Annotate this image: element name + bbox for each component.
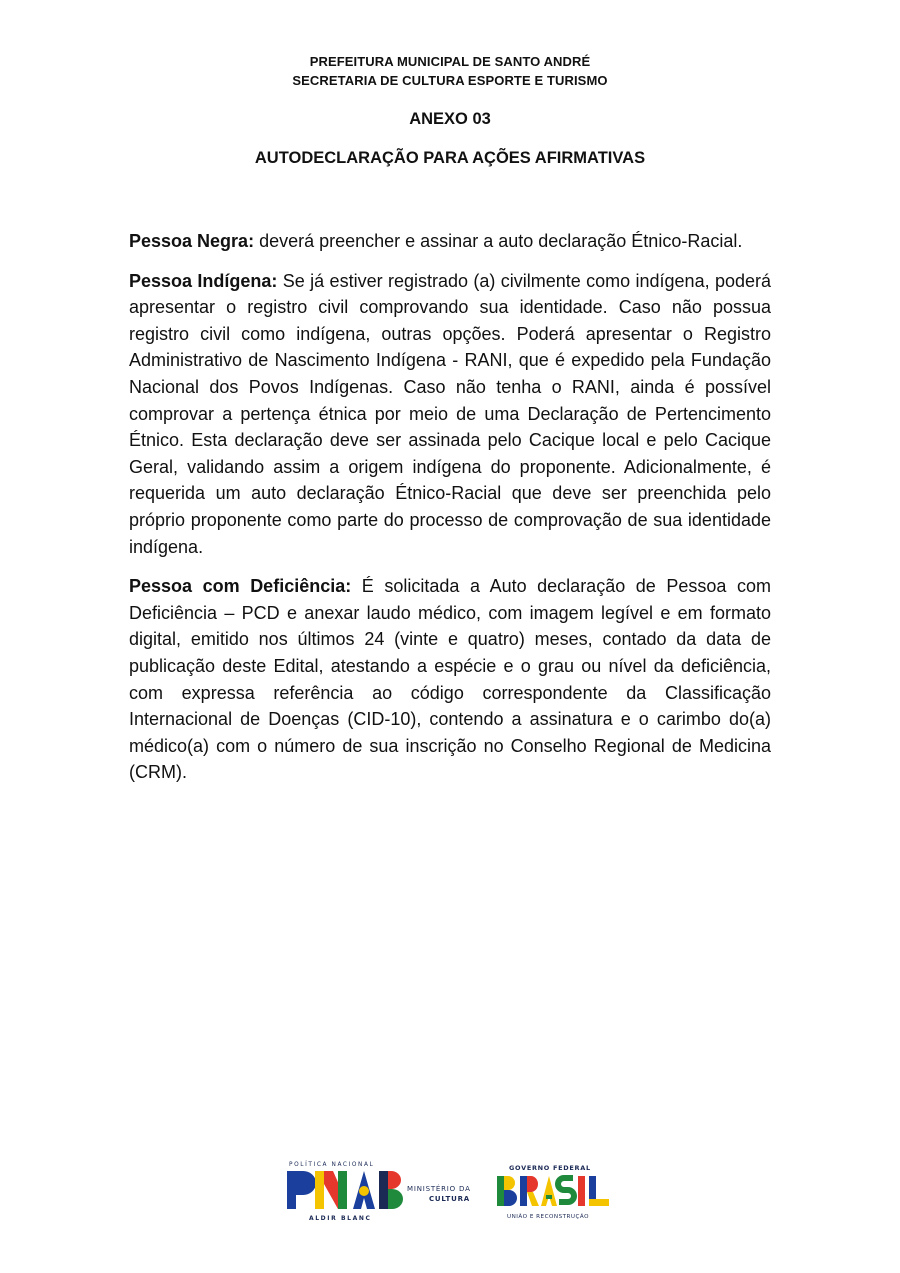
header-line-2: SECRETARIA DE CULTURA ESPORTE E TURISMO [292,73,608,88]
gov-top-label: GOVERNO FEDERAL [509,1164,591,1172]
document-body [129,228,771,799]
section-text: É solicitada a Auto declaração de Pessoa com Deficiência – PCD e anexar laudo médico, com imagem legível e em formato digital, emitido nos últimos 24 (vinte e quatro) meses, contado da data de publicação deste Edital, atestando a espécie e o grau ou nível da deficiência, com expressa referência ao código correspondente da Classificação Internacional de Doenças (CID-10), contendo a assinatura e o carimbo do(a) médico(a) com o número de sua inscrição no Conselho Regional de Medicina (CRM). [129,576,771,783]
annex-number: ANEXO 03 [409,110,491,128]
section-text: deverá preencher e assinar a auto declaração Étnico-Racial. [254,231,743,251]
section-label: Pessoa Indígena: [129,270,278,291]
section-text: Se já estiver registrado (a) civilmente como indígena, poderá apresentar o registro civil comprovando sua identidade. Caso não possua registro civil como indígena, outras opções. Poderá apresentar o Registro Administrativo de Nascimento Indígena - RANI, que é expedido pela Fundação Nacional dos Povos Indígenas. Caso não tenha o RANI, ainda é possível comprovar a pertença étnica por meio de uma Declaração de Pertencimento Étnico. Esta declaração deve ser assinada pelo Cacique local e pelo Cacique Geral, validando assim a origem indígena do proponente. Adicionalmente, é requerida um auto declaração Étnico-Racial que deve ser preenchida pelo próprio proponente como parte do processo de comprovação de sua identidade indígena. [129,270,771,557]
section-pessoa-com-deficiencia [129,573,771,786]
governo-federal-logo [495,1162,619,1222]
section-pessoa-negra [129,228,771,255]
ministry-line-2: CULTURA [429,1195,470,1203]
footer-logos [283,1158,623,1226]
gov-bottom-label: UNIÃO E RECONSTRUÇÃO [507,1214,590,1220]
section-pessoa-indigena [129,268,771,561]
pnab-bottom-label: ALDIR BLANC [309,1215,372,1222]
pnab-logo [283,1158,483,1226]
document-header [0,52,900,90]
section-label: Pessoa com Deficiência: [129,576,352,597]
header-line-1: PREFEITURA MUNICIPAL DE SANTO ANDRÉ [309,54,591,69]
pnab-top-label: POLÍTICA NACIONAL [289,1162,375,1168]
ministry-line-1: MINISTÉRIO DA [407,1185,471,1193]
document-title: AUTODECLARAÇÃO PARA AÇÕES AFIRMATIVAS [254,149,646,167]
section-label: Pessoa Negra: [129,231,255,251]
